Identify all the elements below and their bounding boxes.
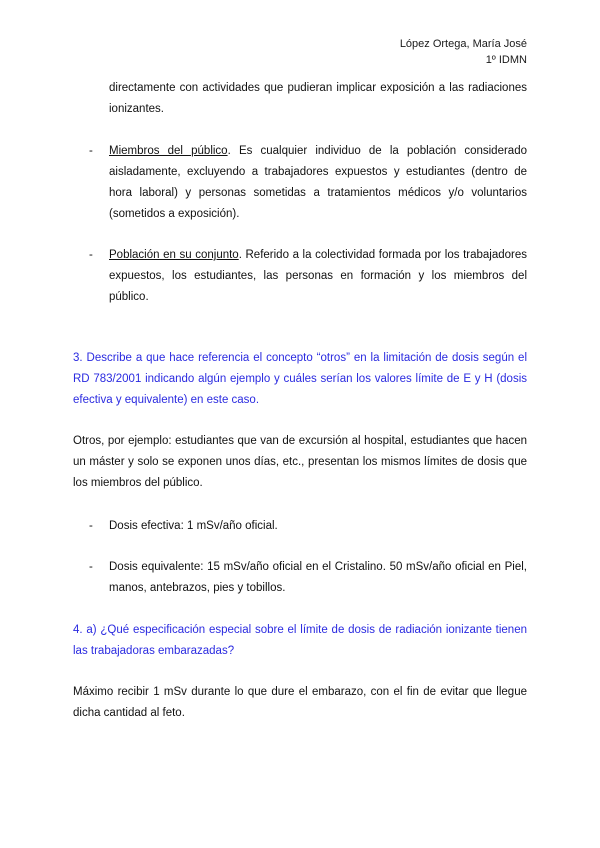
definition-term: Población en su conjunto bbox=[109, 249, 239, 261]
author-name: López Ortega, María José bbox=[399, 38, 527, 50]
continuation-paragraph: directamente con actividades que pudieran implicar exposición a las radiaciones ionizantes. bbox=[109, 82, 527, 115]
answer-3-paragraph: Otros, por ejemplo: estudiantes que van de excursión al hospital, estudiantes que hacen un máster y solo se exponen unos días, etc., presentan los mismos límites de dosis que los miembros del público. bbox=[73, 435, 527, 489]
question-4a: 4. a) ¿Qué especificación especial sobre el límite de dosis de radiación ionizante tienen las trabajadoras embarazadas? bbox=[73, 624, 527, 657]
list-item-dosis-equivalente: Dosis equivalente: 15 mSv/año oficial en el Cristalino. 50 mSv/año oficial en Piel, manos, antebrazos, pies y tobillos. bbox=[109, 561, 527, 594]
list-dash: - bbox=[89, 561, 93, 573]
definition-poblacion-conjunto bbox=[109, 245, 527, 308]
list-item-dosis-efectiva: Dosis efectiva: 1 mSv/año oficial. bbox=[109, 520, 278, 532]
definition-dash: - bbox=[89, 249, 93, 261]
definition-text: . Referido a la colectividad formada por los trabajadores expuestos, los estudiantes, las personas en formación y los miembros del público. bbox=[109, 249, 527, 303]
page-header bbox=[400, 36, 527, 68]
question-3: 3. Describe a que hace referencia el concepto “otros” en la limitación de dosis según el RD 783/2001 indicando algún ejemplo y cuáles serían los valores límite de E y H (dosis efectiva y equivalente) en este caso. bbox=[73, 352, 527, 406]
definition-dash: - bbox=[89, 145, 93, 157]
definition-miembros-publico bbox=[109, 141, 527, 225]
answer-4a-paragraph: Máximo recibir 1 mSv durante lo que dure el embarazo, con el fin de evitar que llegue dicha cantidad al feto. bbox=[73, 686, 527, 719]
definition-term: Miembros del público bbox=[109, 145, 228, 157]
list-dash: - bbox=[89, 520, 93, 532]
definition-text: . Es cualquier individuo de la población considerado aisladamente, excluyendo a trabajadores expuestos y estudiantes (dentro de hora laboral) y personas sometidas a tratamientos médicos y/o voluntarios (sometidos a exposición). bbox=[109, 145, 527, 220]
course-label: 1º IDMN bbox=[485, 54, 527, 66]
